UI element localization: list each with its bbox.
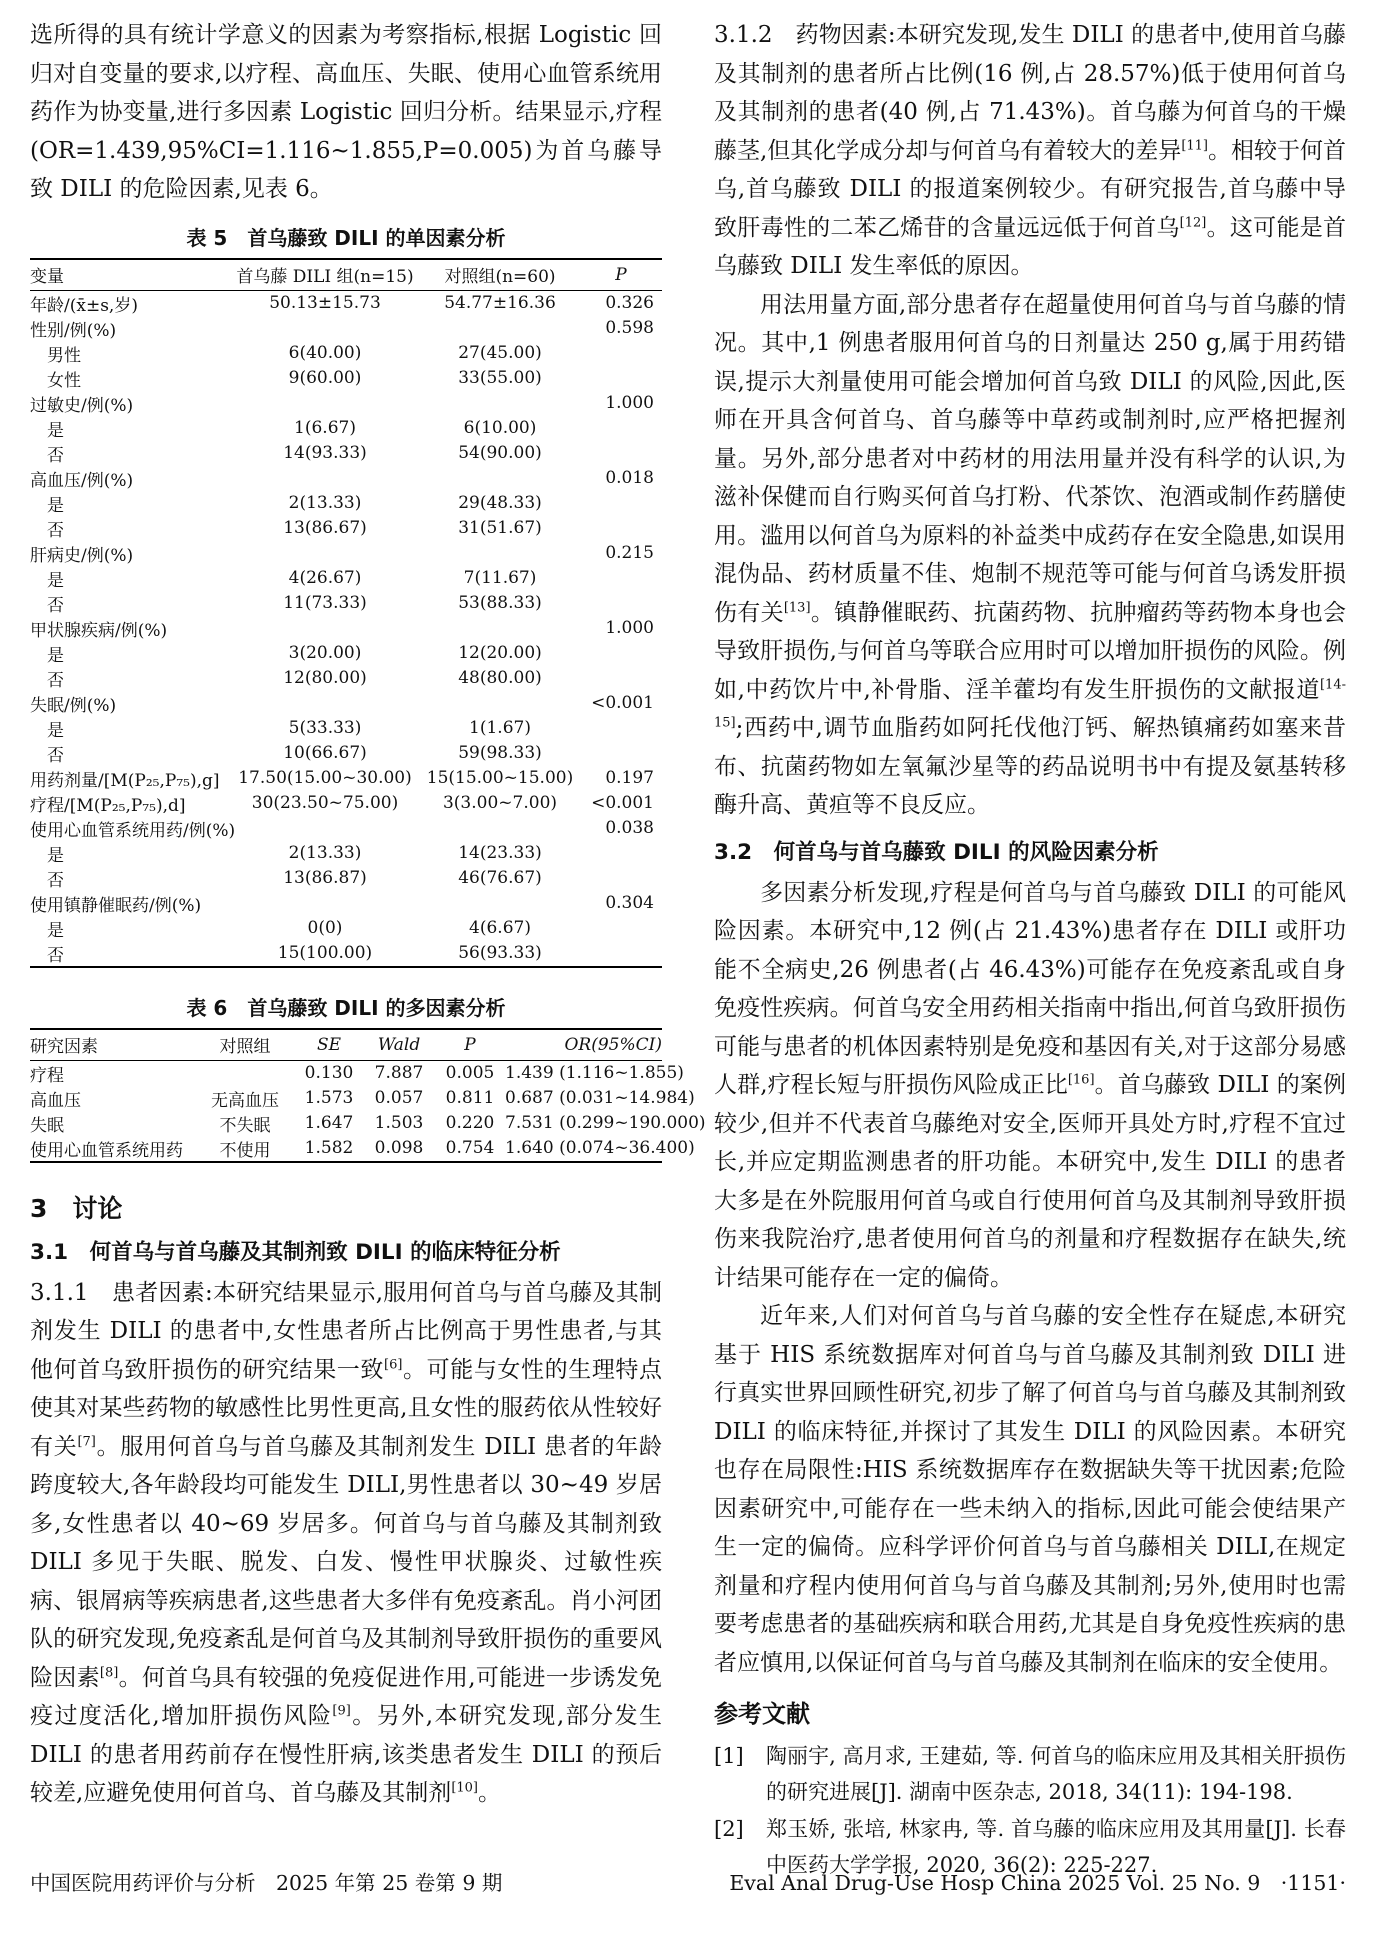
- cell: 1.582: [304, 1138, 354, 1158]
- table-row: [30, 691, 662, 716]
- cell: 高血压/例(%): [30, 470, 134, 491]
- column-header: SE: [316, 1034, 342, 1055]
- table-row: [30, 716, 662, 741]
- cell: 0.220: [445, 1113, 495, 1133]
- cell: 是: [47, 720, 64, 741]
- table-row: [30, 290, 662, 316]
- column-header: OR(95%CI): [564, 1034, 662, 1055]
- cell: 年龄/(x̄±s,岁): [30, 295, 138, 316]
- table-row: [30, 516, 662, 541]
- column-header: 对照组(n=60): [444, 267, 556, 287]
- right-column: [714, 16, 1346, 1883]
- table-row: [30, 1111, 662, 1136]
- cell: 性别/例(%): [30, 320, 117, 341]
- cell: 不失眠: [219, 1115, 271, 1136]
- cell: 12(20.00): [458, 643, 542, 663]
- cell: 4(6.67): [469, 918, 531, 938]
- cell: 13(86.87): [283, 868, 367, 888]
- table6-multivariate-analysis: [30, 1028, 706, 1163]
- cell: 使用心血管系统用药/例(%): [30, 820, 236, 841]
- cell: 是: [47, 420, 64, 441]
- section-heading-discussion: 3 讨论: [30, 1193, 123, 1223]
- cell: [580, 841, 662, 866]
- cell: [580, 916, 662, 941]
- cell: 是: [47, 495, 64, 516]
- cell: [230, 466, 420, 491]
- table-row: [30, 1086, 662, 1111]
- cell: 失眠/例(%): [30, 695, 117, 716]
- cell: 否: [47, 670, 64, 691]
- cell: 11(73.33): [283, 593, 367, 613]
- cell: 是: [47, 570, 64, 591]
- cell: [580, 741, 662, 766]
- cell: 否: [47, 745, 64, 766]
- table-row: [30, 1136, 662, 1162]
- cell: 33(55.00): [458, 368, 542, 388]
- cell: [420, 391, 580, 416]
- cell: [230, 691, 420, 716]
- cell: [230, 616, 420, 641]
- table6-header-row: [30, 1029, 662, 1061]
- cell: 疗程/[M(P₂₅,P₇₅),d]: [30, 795, 186, 816]
- cell: 0.005: [445, 1063, 495, 1083]
- cell: 0.057: [374, 1088, 424, 1108]
- reference-number: [2]: [714, 1817, 744, 1841]
- table-row: [30, 591, 662, 616]
- cell: 7(11.67): [463, 568, 537, 588]
- footer-journal-en-page: Eval Anal Drug-Use Hosp China 2025 Vol. 25 No. 9 ·1151·: [729, 1871, 1346, 1895]
- cell: 0.687 (0.031~14.984): [505, 1088, 695, 1108]
- cell: 6(10.00): [463, 418, 537, 438]
- paragraph-3-1-1: 3.1.1 患者因素:本研究结果显示,服用何首乌与首乌藤及其制剂发生 DILI 的患者中,女性患者所占比例高于男性患者,与其他何首乌致肝损伤的研究结果一致[6]。可能与女性的生理特点使其对某些药物的敏感性比男性更高,且女性的服药依从性较好有关[7]。服用何首乌与首乌藤及其制剂发生 DILI 患者的年龄跨度较大,各年龄段均可能发生 DILI,男性患者以 30~49 岁居多,女性患者以 40~69 岁居多。何首乌与首乌藤及其制剂致 DILI 多见于失眠、脱发、白发、慢性甲状腺炎、过敏性疾病、银屑病等疾病患者,这些患者大多伴有免疫紊乱。肖小河团队的研究发现,免疫紊乱是何首乌及其制剂导致肝损伤的重要风险因素[8]。何首乌具有较强的免疫促进作用,可能进一步诱发免疫过度活化,增加肝损伤风险[9]。另外,本研究发现,部分发生 DILI 的患者用药前存在慢性肝病,该类患者发生 DILI 的预后较差,应避免使用何首乌、首乌藤及其制剂[10]。: [30, 1279, 663, 1806]
- table-row: [30, 541, 662, 566]
- cell: 46(76.67): [458, 868, 542, 888]
- table-row: [30, 791, 662, 816]
- cell: 31(51.67): [458, 518, 542, 538]
- cell: 是: [47, 920, 64, 941]
- cell: 3(20.00): [288, 643, 362, 663]
- cell: [230, 891, 420, 916]
- table-row: [30, 1060, 662, 1086]
- cell: 53(88.33): [458, 593, 542, 613]
- cell: 女性: [47, 370, 81, 391]
- cell: 3(3.00~7.00): [442, 793, 558, 813]
- cell: [580, 666, 662, 691]
- cell: 12(80.00): [283, 668, 367, 688]
- cell: [420, 541, 580, 566]
- column-header: Wald: [377, 1034, 421, 1055]
- cell: [580, 591, 662, 616]
- table-row: [30, 466, 662, 491]
- cell: 1.439 (1.116~1.855): [505, 1063, 684, 1083]
- column-header: 变量: [30, 267, 64, 287]
- cell: 是: [47, 645, 64, 666]
- cell: [230, 316, 420, 341]
- cell: 29(48.33): [458, 493, 542, 513]
- cell: [580, 366, 662, 391]
- cell: 1.503: [374, 1113, 424, 1133]
- paragraph-recent-years: 近年来,人们对何首乌与首乌藤的安全性存在疑虑,本研究基于 HIS 系统数据库对何首乌与首乌藤及其制剂致 DILI 进行真实世界回顾性研究,初步了解了何首乌与首乌藤及其制剂致 DILI 的临床特征,并探讨了其发生 DILI 的风险因素。本研究也存在局限性:HIS 系统数据库存在数据缺失等干扰因素;危险因素研究中,可能存在一些未纳入的指标,因此可能会使结果产生一定的偏倚。应科学评价何首乌与首乌藤相关 DILI,在规定剂量和疗程内使用何首乌与首乌藤及其制剂;另外,使用时也需要考虑患者的基础疾病和联合用药,尤其是自身免疫性疾病的患者应慎用,以保证何首乌与首乌藤及其制剂在临床的安全使用。: [714, 1303, 1346, 1676]
- cell: [230, 816, 420, 841]
- cell: 2(13.33): [288, 843, 362, 863]
- cell: 17.50(15.00~30.00): [238, 768, 412, 788]
- section-heading-3-1: 3.1 何首乌与首乌藤及其制剂致 DILI 的临床特征分析: [30, 1239, 561, 1265]
- references-heading: 参考文献: [714, 1700, 810, 1728]
- cell: 否: [47, 945, 64, 966]
- cell: [580, 941, 662, 967]
- cell: 1.000: [605, 618, 654, 638]
- cell: 否: [47, 445, 64, 466]
- cell: 0.811: [445, 1088, 495, 1108]
- cell: 1.640 (0.074~36.400): [505, 1138, 695, 1158]
- table-row: [30, 866, 662, 891]
- cell: <0.001: [591, 693, 654, 713]
- cell: 9(60.00): [288, 368, 362, 388]
- table-row: [30, 741, 662, 766]
- cell: 否: [47, 870, 64, 891]
- table-row: [30, 891, 662, 916]
- cell: 0(0): [307, 918, 343, 938]
- cell: [420, 891, 580, 916]
- cell: [580, 866, 662, 891]
- cell: 用药剂量/[M(P₂₅,P₇₅),g]: [30, 770, 220, 791]
- cell: 0.598: [605, 318, 654, 338]
- cell: 0.304: [605, 893, 654, 913]
- cell: 无高血压: [211, 1090, 279, 1111]
- cell: 4(26.67): [288, 568, 362, 588]
- paragraph-dosage: 用法用量方面,部分患者存在超量使用何首乌与首乌藤的情况。其中,1 例患者服用何首乌的日剂量达 250 g,属于用药错误,提示大剂量使用可能会增加何首乌致 DILI 的风险,因此,医师在开具含何首乌、首乌藤等中草药或制剂时,应严格把握剂量。另外,部分患者对中药材的用法用量并没有科学的认识,为滋补保健而自行购买何首乌打粉、代茶饮、泡酒或制作药膳使用。滥用以何首乌为原料的补益类中成药存在安全隐患,如误用混伪品、药材质量不佳、炮制不规范等可能与何首乌诱发肝损伤有关[13]。镇静催眠药、抗菌药物、抗肿瘤药等药物本身也会导致肝损伤,与何首乌等联合应用时可以增加肝损伤的风险。例如,中药饮片中,补骨脂、淫羊藿均有发生肝损伤的文献报道[14-15];西药中,调节血脂药如阿托伐他汀钙、解热镇痛药如塞来昔布、抗菌药物如左氧氟沙星等的药品说明书中有提及氨基转移酶升高、黄疸等不良反应。: [714, 291, 1346, 818]
- cell: 5(33.33): [288, 718, 362, 738]
- cell: 0.215: [605, 543, 654, 563]
- cell: 1.573: [304, 1088, 354, 1108]
- table-row: [30, 941, 662, 967]
- cell: 30(23.50~75.00): [251, 793, 399, 813]
- cell: 0.038: [605, 818, 654, 838]
- cell: [580, 416, 662, 441]
- column-header: P: [615, 264, 627, 285]
- cell: 50.13±15.73: [269, 293, 381, 313]
- cell: 27(45.00): [458, 343, 542, 363]
- column-header: 研究因素: [30, 1037, 98, 1057]
- table-row: [30, 916, 662, 941]
- cell: 10(66.67): [283, 743, 367, 763]
- cell: 6(40.00): [288, 343, 362, 363]
- table-row: [30, 841, 662, 866]
- reference-item: [714, 1739, 1346, 1810]
- cell: [580, 716, 662, 741]
- table-row: [30, 366, 662, 391]
- cell: [230, 391, 420, 416]
- cell: 是: [47, 845, 64, 866]
- reference-number: [1]: [714, 1744, 744, 1768]
- cell: 男性: [47, 345, 81, 366]
- table-row: [30, 316, 662, 341]
- cell: <0.001: [591, 793, 654, 813]
- section-heading-3-2: 3.2 何首乌与首乌藤致 DILI 的风险因素分析: [714, 839, 1159, 865]
- intro-paragraph: 选所得的具有统计学意义的因素为考察指标,根据 Logistic 回归对自变量的要求,以疗程、高血压、失眠、使用心血管系统用药作为协变量,进行多因素 Logistic 回归分析。结果显示,疗程(OR=1.439,95%CI=1.116~1.855,P=0.005)为首乌藤导致 DILI 的危险因素,见表 6。: [30, 22, 662, 202]
- cell: [580, 516, 662, 541]
- column-header: P: [464, 1034, 476, 1055]
- cell: 56(93.33): [458, 943, 542, 963]
- cell: 0.197: [605, 768, 654, 788]
- table-row: [30, 491, 662, 516]
- table5-univariate-analysis: [30, 258, 662, 968]
- cell: 54.77±16.36: [444, 293, 556, 313]
- cell: 甲状腺疾病/例(%): [30, 620, 168, 641]
- cell: [230, 541, 420, 566]
- cell: 15(100.00): [277, 943, 373, 963]
- cell: 否: [47, 520, 64, 541]
- cell: 0.326: [605, 293, 654, 313]
- reference-text: 陶丽宇, 高月求, 王建茹, 等. 何首乌的临床应用及其相关肝损伤的研究进展[J]. 湖南中医杂志, 2018, 34(11): 194-198.: [766, 1744, 1346, 1804]
- cell: 48(80.00): [458, 668, 542, 688]
- footer-journal-cn: 中国医院用药评价与分析 2025 年第 25 卷第 9 期: [30, 1871, 503, 1895]
- cell: 7.531 (0.299~190.000): [505, 1113, 706, 1133]
- cell: 59(98.33): [458, 743, 542, 763]
- cell: 失眠: [30, 1115, 64, 1136]
- cell: [580, 441, 662, 466]
- cell: [420, 316, 580, 341]
- table6-title: 表 6 首乌藤致 DILI 的多因素分析: [186, 995, 506, 1020]
- cell: 14(93.33): [283, 443, 367, 463]
- cell: 疗程: [30, 1065, 64, 1086]
- cell: 1(6.67): [294, 418, 356, 438]
- cell: 15(15.00~15.00): [426, 768, 574, 788]
- table-row: [30, 566, 662, 591]
- paragraph-3-1-2: 3.1.2 药物因素:本研究发现,发生 DILI 的患者中,使用首乌藤及其制剂的患者所占比例(16 例,占 28.57%)低于使用何首乌及其制剂的患者(40 例,占 71.43%)。首乌藤为何首乌的干燥藤茎,但其化学成分却与何首乌有着较大的差异[11]。相较于何首乌,首乌藤致 DILI 的报道案例较少。有研究报告,首乌藤中导致肝毒性的二苯乙烯苷的含量远远低于何首乌[12]。这可能是首乌藤致 DILI 发生率低的原因。: [714, 22, 1346, 279]
- table-row: [30, 816, 662, 841]
- cell: [420, 466, 580, 491]
- table-row: [30, 391, 662, 416]
- table5-title: 表 5 首乌藤致 DILI 的单因素分析: [186, 225, 506, 250]
- table5-header-row: [30, 259, 662, 291]
- table-row: [30, 616, 662, 641]
- cell: 使用心血管系统用药: [30, 1140, 183, 1161]
- cell: 否: [47, 595, 64, 616]
- cell: 肝病史/例(%): [30, 545, 134, 566]
- cell: [420, 816, 580, 841]
- column-header: 对照组: [219, 1037, 271, 1057]
- cell: 13(86.67): [283, 518, 367, 538]
- cell: [580, 641, 662, 666]
- cell: 使用镇静催眠药/例(%): [30, 895, 202, 916]
- paragraph-3-2: 多因素分析发现,疗程是何首乌与首乌藤致 DILI 的可能风险因素。本研究中,12 例(占 21.43%)患者存在 DILI 或肝功能不全病史,26 例患者(占 46.43%)可能存在免疫紊乱或自身免疫性疾病。何首乌安全用药相关指南中指出,何首乌致肝损伤可能与患者的机体因素特别是免疫和基因有关,对于这部分易感人群,疗程长短与肝损伤风险成正比[16]。首乌藤致 DILI 的案例较少,但并不代表首乌藤绝对安全,医师开具处方时,疗程不宜过长,并应定期监测患者的肝功能。本研究中,发生 DILI 的患者大多是在外院服用何首乌或自行使用何首乌及其制剂导致肝损伤来我院治疗,患者使用何首乌的剂量和疗程数据存在缺失,统计结果可能存在一定的偏倚。: [714, 879, 1346, 1291]
- cell: [580, 491, 662, 516]
- cell: 1(1.67): [469, 718, 531, 738]
- table-row: [30, 441, 662, 466]
- cell: 14(23.33): [458, 843, 542, 863]
- cell: 高血压: [30, 1090, 81, 1111]
- table-row: [30, 341, 662, 366]
- cell: 54(90.00): [458, 443, 542, 463]
- left-column: [30, 16, 706, 1813]
- table-row: [30, 416, 662, 441]
- cell: 不使用: [219, 1140, 271, 1161]
- cell: 7.887: [374, 1063, 424, 1083]
- cell: [580, 341, 662, 366]
- cell: [195, 1060, 295, 1086]
- cell: 0.018: [605, 468, 654, 488]
- reference-text: 郑玉娇, 张培, 林家冉, 等. 首乌藤的临床应用及其用量[J]. 长春中医药大学学报, 2020, 36(2): 225-227.: [766, 1817, 1346, 1877]
- column-header: 首乌藤 DILI 组(n=15): [236, 267, 414, 287]
- cell: [580, 566, 662, 591]
- cell: [420, 616, 580, 641]
- cell: 2(13.33): [288, 493, 362, 513]
- table-row: [30, 666, 662, 691]
- cell: 0.098: [374, 1138, 424, 1158]
- cell: 0.754: [445, 1138, 495, 1158]
- cell: 过敏史/例(%): [30, 395, 134, 416]
- table-row: [30, 766, 662, 791]
- table-row: [30, 641, 662, 666]
- cell: [420, 691, 580, 716]
- cell: 0.130: [304, 1063, 354, 1083]
- cell: 1.647: [304, 1113, 354, 1133]
- cell: 1.000: [605, 393, 654, 413]
